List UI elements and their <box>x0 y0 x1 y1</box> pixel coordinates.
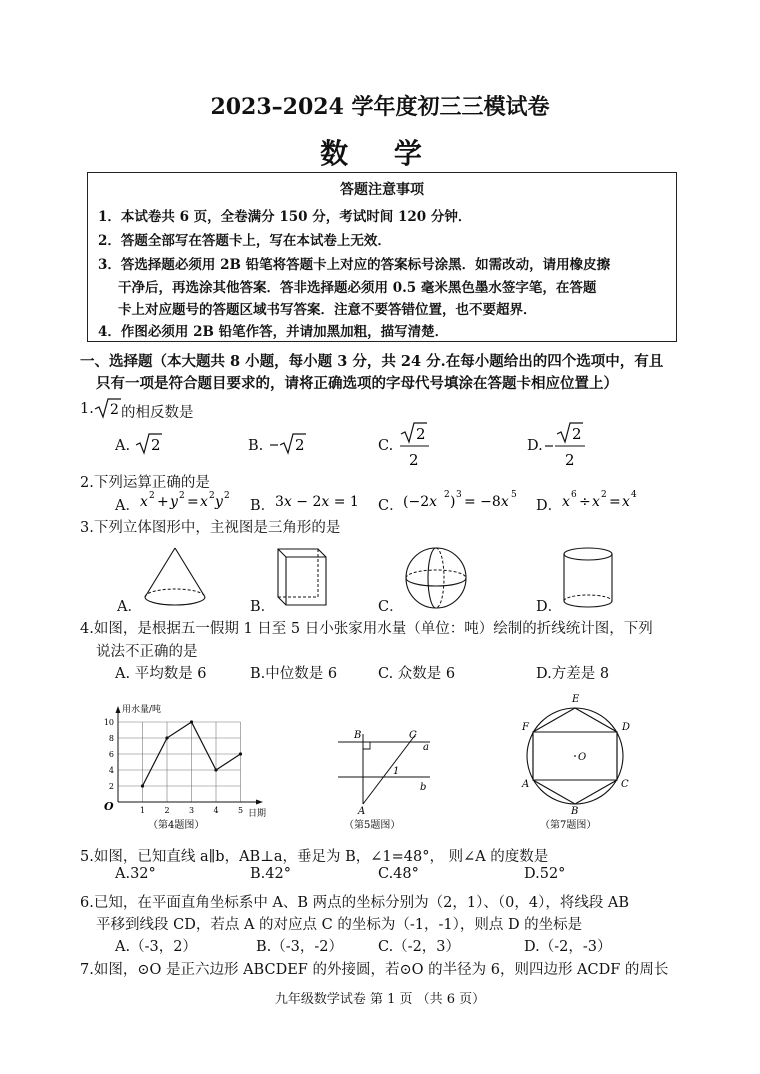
svg-text:2: 2 <box>295 436 305 454</box>
fig4-ytick-label: 6 <box>108 750 114 759</box>
q3-sphere-figure <box>402 545 470 611</box>
notice-item-3: 3．答选择题必须用 2B 铅笔将答题卡上对应的答案标号涂黑．如需改动，请用橡皮擦 <box>98 257 611 273</box>
svg-text:5: 5 <box>511 490 517 500</box>
svg-text:=: = <box>609 494 621 510</box>
svg-text:x: x <box>562 494 570 510</box>
q4-option-c: C. 众数是 6 <box>378 666 456 682</box>
fig4-data-point <box>165 736 168 739</box>
fig5-label-a-line: a <box>423 742 429 753</box>
q2-option-c-label: C． <box>378 498 404 514</box>
page-footer: 九年级数学试卷 第 1 页 （共 6 页） <box>274 992 486 1007</box>
svg-text:2: 2 <box>224 491 230 501</box>
svg-text:2: 2 <box>409 451 419 469</box>
svg-text:2: 2 <box>151 436 161 454</box>
fig5-right-angle <box>363 742 370 749</box>
fig4-y-arrow <box>116 706 121 713</box>
q4-option-d: D.方差是 8 <box>536 666 610 682</box>
q5-stem: 5.如图，已知直线 a∥b，AB⊥a，垂足为 B，∠1=48°， 则∠A 的度数是 <box>80 849 549 865</box>
fig7-label-a: A <box>522 779 530 790</box>
q1-option-b-label: B. <box>248 438 264 454</box>
svg-text:2: 2 <box>179 491 185 501</box>
q3-option-a-label: A． <box>117 599 142 615</box>
svg-text:(−2x: (−2x <box>403 494 438 510</box>
fig4-x-arrow <box>256 800 263 805</box>
fig7-label-c: C <box>621 779 629 790</box>
fig5-label-b: B <box>354 730 362 741</box>
section-heading-line2: 只有一项是符合题目要求的，请将正确选项的字母代号填涂在答题卡相应位置上） <box>96 375 618 392</box>
q1-option-a-label: A. <box>115 438 131 454</box>
q7-line1: 7.如图，⊙O 是正六边形 ABCDEF 的外接圆，若⊙O 的半径为 6，则四边形 ACDF 的周长 <box>80 962 669 978</box>
svg-text:2: 2 <box>416 425 426 443</box>
svg-text:x: x <box>622 494 630 510</box>
fig7-center-dot <box>574 755 576 757</box>
q5-option-d: D.52° <box>524 866 566 882</box>
q3-stem: 3.下列立体图形中，主视图是三角形的是 <box>80 520 341 536</box>
q3-option-b-label: B． <box>250 599 276 615</box>
svg-text:x: x <box>200 494 208 510</box>
fig7-caption: （第7题图） <box>540 820 597 831</box>
subject-title: 数 学 <box>320 137 440 170</box>
q2-option-d-math <box>562 486 652 512</box>
svg-text:y: y <box>215 494 223 510</box>
notice-item-1: 1．本试卷共 6 页，全卷满分 150 分，考试时间 120 分钟． <box>98 209 472 225</box>
q2-stem: 2.下列运算正确的是 <box>80 475 210 491</box>
fig4-line-chart <box>98 700 278 835</box>
svg-text:2: 2 <box>149 491 155 501</box>
fig7-label-d: D <box>622 722 631 733</box>
q3-cylinder-figure <box>560 545 620 611</box>
q3-cone-figure <box>140 545 210 611</box>
fig4-grid <box>118 722 241 802</box>
q6-option-d: D.（-2，-3） <box>524 939 612 955</box>
q3-option-c-label: C． <box>378 599 404 615</box>
notice-item-4: 4．作图必须用 2B 铅笔作答，并请加黑加粗，描写清楚． <box>98 324 449 340</box>
svg-text:2: 2 <box>572 425 582 443</box>
fig4-xtick-label: 2 <box>164 806 170 815</box>
fig4-ytick-label: 4 <box>108 766 114 775</box>
fig4-caption: （第4题图） <box>148 820 205 831</box>
q4-line1: 4.如图，是根据五一假期 1 日至 5 日小张家用水量（单位：吨）绘制的折线统计图，下列 <box>80 621 653 637</box>
q1-option-c-math <box>398 420 432 470</box>
svg-text:÷: ÷ <box>579 494 591 510</box>
q2-option-c-math <box>403 486 523 512</box>
exam-title: 2023–2024 学年度初三三模试卷 <box>210 94 550 120</box>
svg-text:2: 2 <box>110 402 119 418</box>
q4-option-a: A. 平均数是 6 <box>115 666 207 682</box>
q5-option-b: B.42° <box>250 866 291 882</box>
fig4-ylabel: 用水量/吨 <box>122 705 162 715</box>
fig4-data-point <box>239 752 242 755</box>
notice-item-2: 2．答题全部写在答题卡上，写在本试卷上无效． <box>98 233 391 249</box>
q6-option-b: B.（-3，-2） <box>256 939 344 955</box>
q2-option-b-math <box>275 488 365 512</box>
fig4-data-point <box>141 784 144 787</box>
fig4-data-point <box>190 720 193 723</box>
q3-option-d-label: D． <box>536 599 563 615</box>
fig4-xtick-label: 4 <box>213 806 219 815</box>
svg-text:3: 3 <box>456 490 462 500</box>
svg-text:= −8x: = −8x <box>464 494 509 510</box>
notice-item-3-cont-1: 干净后，再选涂其他答案．答非选择题必须用 0.5 毫米黑色墨水签字笔，在答题 <box>118 280 597 296</box>
svg-text:x: x <box>592 494 600 510</box>
fig4-ytick-label: 10 <box>103 718 114 727</box>
svg-text:+: + <box>157 494 169 510</box>
fig5-caption: （第5题图） <box>344 820 401 831</box>
fig5-segment-ac <box>363 734 416 804</box>
fig5-label-a-point: A <box>358 806 366 817</box>
svg-text:2: 2 <box>601 490 607 500</box>
fig7-geometry <box>512 688 642 834</box>
q3-prism-figure <box>272 545 332 611</box>
q1-number: 1. <box>80 401 94 417</box>
fig5-label-b-line: b <box>420 782 427 793</box>
q6-line1: 6.已知，在平面直角坐标系中 A、B 两点的坐标分别为（2，1）、（0，4），将线段 AB <box>80 895 630 911</box>
q5-option-a: A.32° <box>115 866 156 882</box>
fig5-geometry <box>330 722 440 834</box>
svg-text:2: 2 <box>444 490 450 500</box>
fig7-label-f: F <box>522 722 529 733</box>
fig4-ytick-label: 8 <box>108 734 114 743</box>
fig4-ytick-label: 2 <box>108 782 114 791</box>
svg-text:2: 2 <box>209 491 215 501</box>
fig4-xtick-label: 5 <box>237 806 244 815</box>
fig4-xlabel: 日期 <box>248 809 267 819</box>
svg-text:x: x <box>140 494 148 510</box>
fig7-label-e: E <box>572 694 580 705</box>
q5-option-c: C.48° <box>378 866 419 882</box>
q1-stem: 的相反数是 <box>121 405 194 421</box>
section-heading-line1: 一、选择题（本大题共 8 小题，每小题 3 分，共 24 分.在每小题给出的四个选项中，有且 <box>80 353 664 370</box>
q1-option-b-math <box>268 430 310 456</box>
q1-sqrt2 <box>93 396 123 420</box>
q6-option-a: A.（-3，2） <box>115 939 197 955</box>
fig7-label-b: B <box>571 806 579 817</box>
notice-item-3-cont-2: 卡上对应题号的答题区域书写答案．注意不要答错位置，也不要超界． <box>118 302 537 318</box>
svg-text:4: 4 <box>631 490 637 500</box>
fig4-data-point <box>214 768 217 771</box>
svg-text:3x − 2x = 1: 3x − 2x = 1 <box>275 494 359 510</box>
q1-option-d-math <box>544 420 588 470</box>
q2-option-a-math <box>140 488 250 512</box>
fig4-xtick-label: 1 <box>139 806 146 815</box>
notice-title: 答题注意事项 <box>340 182 424 198</box>
q2-option-b-label: B． <box>250 498 276 514</box>
svg-text:2: 2 <box>565 451 575 469</box>
fig4-origin: O <box>104 800 114 813</box>
svg-text:y: y <box>170 494 178 510</box>
q2-option-d-label: D． <box>536 498 563 514</box>
fig4-xtick-label: 3 <box>188 806 195 815</box>
fig5-label-c: C <box>409 730 417 741</box>
q1-option-c-label: C. <box>378 438 394 454</box>
q6-line2: 平移到线段 CD，若点 A 的对应点 C 的坐标为（-1，-1），则点 D 的坐标是 <box>96 917 583 933</box>
q1-option-a-math <box>134 430 164 456</box>
q4-line2: 说法不正确的是 <box>96 644 198 660</box>
q1-option-d-label: D. <box>527 438 543 454</box>
q4-option-b: B.中位数是 6 <box>250 666 338 682</box>
svg-text:6: 6 <box>571 490 577 500</box>
q6-option-c: C.（-2，3） <box>378 939 461 955</box>
q2-option-a-label: A． <box>115 498 140 514</box>
fig5-label-angle1: 1 <box>393 766 400 777</box>
svg-text:): ) <box>450 494 456 510</box>
notice-box <box>87 172 677 342</box>
fig7-label-o: O <box>578 752 587 763</box>
svg-text:=: = <box>187 494 199 510</box>
